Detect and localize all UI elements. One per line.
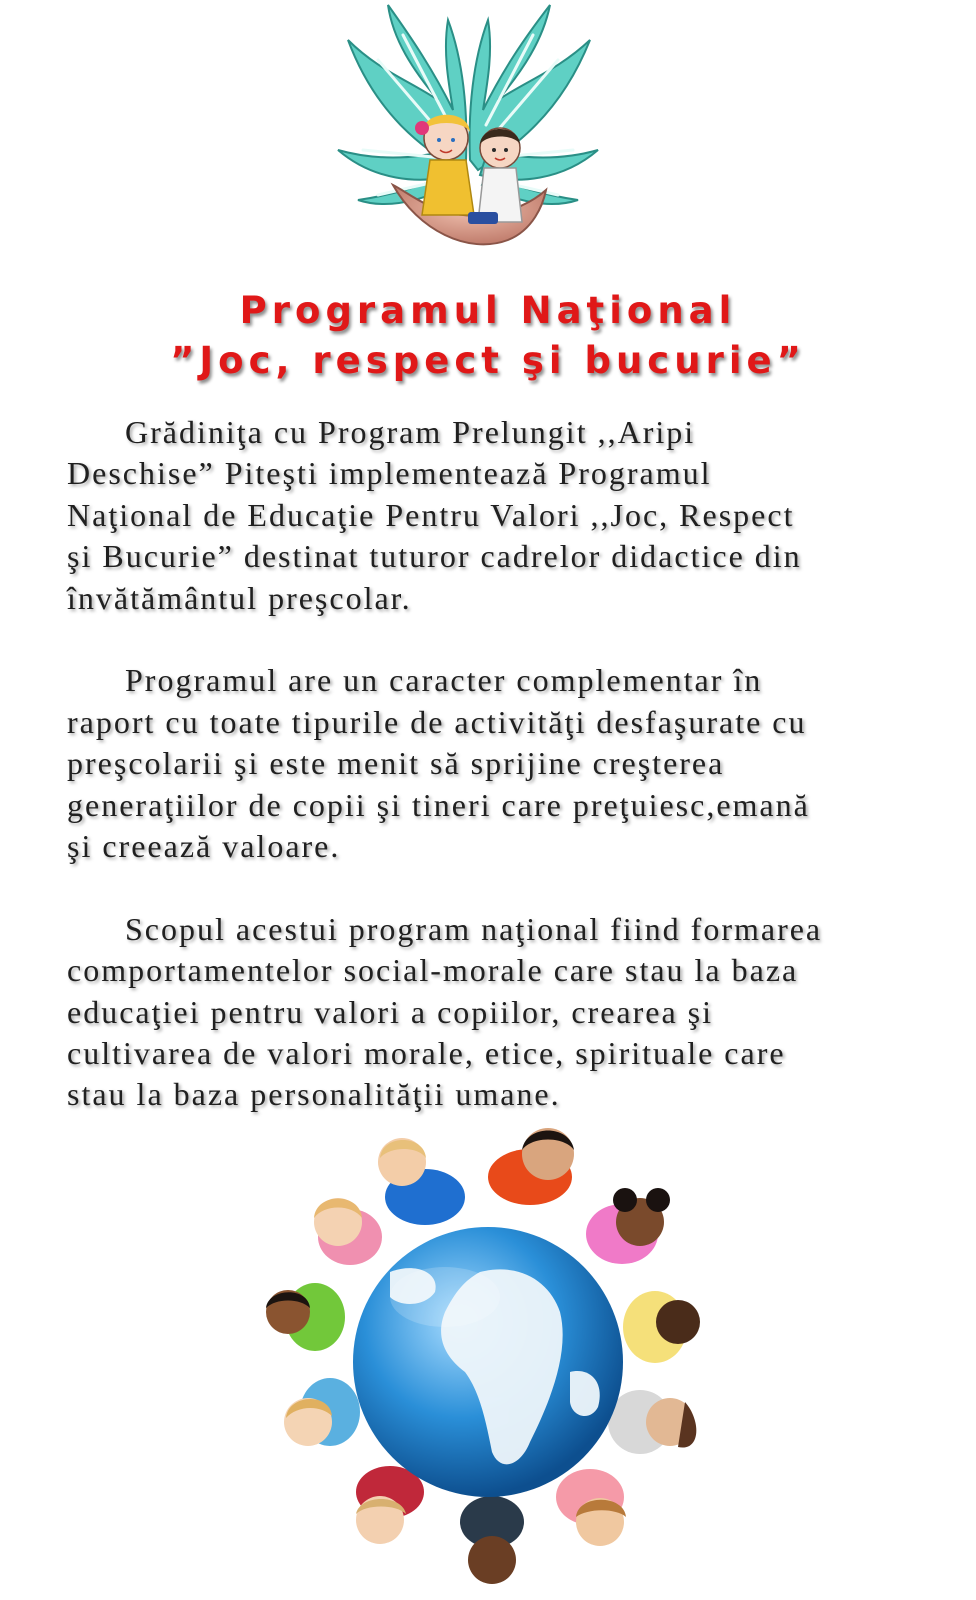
text-line: raport cu toate tipurile de activităţi desfaşurate cu xyxy=(67,703,807,740)
text-line: şi Bucurie” destinat tuturor cadrelor didactice din xyxy=(67,538,802,575)
text-line: stau la baza personalităţii umane. xyxy=(67,1076,561,1113)
paragraph-intro xyxy=(67,412,923,619)
body-text xyxy=(67,412,923,1157)
paragraph-program xyxy=(67,660,923,867)
text-line: învătământul preşcolar. xyxy=(67,579,412,616)
children-globe-illustration xyxy=(230,1122,750,1592)
paragraph-purpose xyxy=(67,909,923,1116)
title-line-2: ”Joc, respect şi bucurie” xyxy=(170,339,806,382)
angel-wings-logo-icon xyxy=(318,0,618,270)
text-line: educaţiei pentru valori a copiilor, crearea şi xyxy=(67,993,713,1030)
text-line: comportamentelor social-morale care stau la baza xyxy=(67,952,799,989)
text-line: Naţional de Educaţie Pentru Valori ,,Joc, Respect xyxy=(67,496,795,533)
text-line: Grădiniţa cu Program Prelungit ,,Aripi xyxy=(125,414,696,450)
title-line-1: Programul Naţional xyxy=(239,289,737,332)
text-line: cultivarea de valori morale, etice, spirituale care xyxy=(67,1035,786,1072)
text-line: generaţiilor de copii şi tineri care preţuiesc,emană xyxy=(67,786,810,823)
text-line: şi creează valoare. xyxy=(67,828,341,865)
text-line: Programul are un caracter complementar în xyxy=(125,662,763,699)
text-line: preşcolarii şi este menit să sprijine creşterea xyxy=(67,745,725,782)
text-line: Scopul acestui program naţional fiind formarea xyxy=(125,910,823,947)
page-title xyxy=(0,286,976,386)
text-line: Deschise” Piteşti implementează Programul xyxy=(67,455,712,492)
